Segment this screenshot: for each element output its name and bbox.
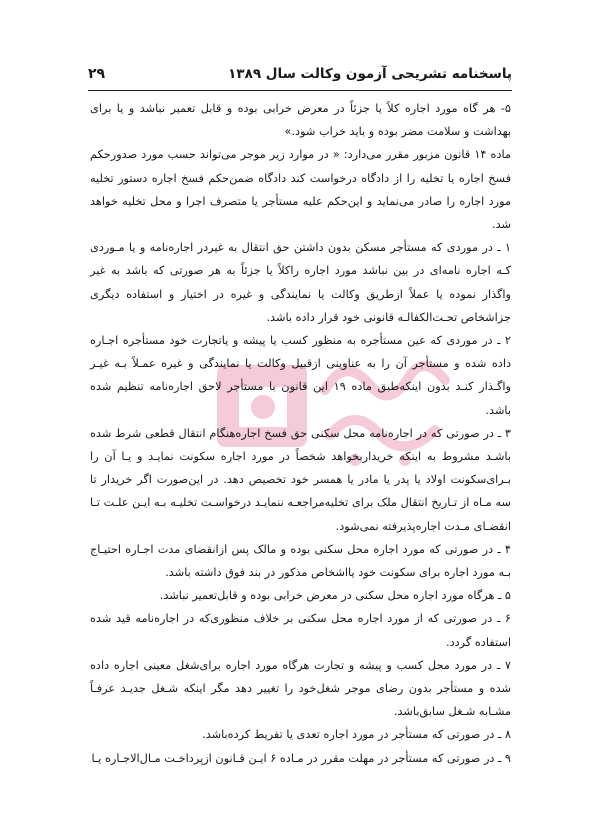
paragraph-clause-2: ۲ ـ در موردی که عین مستأجره به منظور کسب یا پیشه و یاتجارت خود مستأجره اجـاره داده شده و مستأجر آن را به عناوینی ازقبیل وکالت یا نمایندگی و غیره عمـلاً بـه غیـر واگـذار کنـد بدون اینکه‌طبق ماده ۱۹ این قانون با مستأجر لاحق اجاره‌نامه تنظیم شده باشد.	[90, 334, 511, 417]
paragraph-clause-5: ۵ ـ هرگاه مورد اجاره محل سکنی در معرض خرابی بوده و قابل‌تعمیر نباشد.	[159, 589, 511, 603]
paragraph-clause-6: ۶ ـ در صورتی که از مورد اجاره محل سکنی بر خلاف منظوری‌که در اجاره‌نامه قید شده استفاده گردد.	[90, 612, 511, 649]
paragraph-clause-3: ۳ ـ در صورتی که در اجاره‌نامه محل سکنی حق فسخ اجاره‌هنگام انتقال قطعی شرط شده باشـد مشروط به اینکه خریداربخواهد شخصاً در مورد اجاره سکونت نمایـد و یـا آن را بـرای‌سکونت اولاد یا پدر یا مادر یا همسر خود تخصیص دهد. در این‌صورت اگر خریدار تا سه مـاه از تـاریخ انتقال ملک برای تخلیه‌مراجعـه ننمایـد درخواسـت تخلیـه بـه ایـن علـت تـا انقضـای مـدت اجاره‌پذیرفته نمی‌شود.	[90, 426, 511, 533]
page-body	[90, 97, 511, 770]
paragraph-clause-1: ۱ ـ در موردی که مستأجر مسکن بدون داشتن حق انتقال به غیردر اجاره‌نامه و یا مـوردی کـه اجاره نامه‌ای در بین نباشد مورد اجاره راکلاً یا جزئاً به هر صورتی که باشد به غیر واگذار نموده یا عملاً ازطریق وکالت یا نمایندگی و غیره در اختیار و استفاده دیگری جزاشخاص تحـت‌الکفالـه قانونی خود قرار داده باشد.	[90, 241, 511, 324]
page-header	[88, 60, 512, 88]
paragraph-article-14: ماده ۱۴ قانون مزبور مقرر می‌دارد: « در موارد زیر موجر می‌تواند حسب مورد صدورحکم فسخ اجاره یا تخلیه را از دادگاه درخواست کند دادگاه ضمن‌حکم فسخ اجاره دستور تخلیه مورد اجاره را صادر می‌نماید و این‌حکم علیه مستأجر یا متصرف اجرا و محل تخلیه خواهد شد.	[90, 148, 511, 232]
paragraph-clause-8: ۸ ـ در صورتی که مستأجر در مورد اجاره تعدی یا تفریط کرده‌باشد.	[202, 728, 511, 742]
paragraph-clause-4: ۴ ـ در صورتی که مورد اجاره محل سکنی بوده و مالک پس ازانقضای مدت اجـاره احتیـاج بـه مورد اجاره برای سکونت خود یااشخاص مذکور در بند فوق داشته باشد.	[90, 542, 511, 580]
paragraph-clause-5-top: ۵- هر گاه مورد اجاره کلاً یا جزئاً در معرض خرابی بوده و قابل تعمیر نباشد و یا برای بهداشت و سلامت مضر بوده و باید خراب شود.»	[90, 102, 511, 139]
running-title: پاسخنامه تشریحی آزمون وکالت سال ۱۳۸۹	[228, 66, 512, 82]
paragraph-clause-7: ۷ ـ در مورد محل کسب و پیشه و تجارت هرگاه مورد اجاره برای‌شغل معینی اجاره داده شده و مستأجر بدون رضای موجر شغل‌خود را تغییر دهد مگر اینکه شـغل جدیـد عرفـاً مشـابه شـغل سابق‌باشد.	[90, 658, 511, 719]
page-number: ۲۹	[88, 66, 106, 82]
header-divider	[88, 90, 512, 91]
paragraph-clause-9: ۹ ـ در صورتی که مستأجر در مهلت مقرر در مـاده ۶ ایـن قـانون ازپرداخـت مـال‌الاجـاره یـا	[91, 751, 511, 765]
